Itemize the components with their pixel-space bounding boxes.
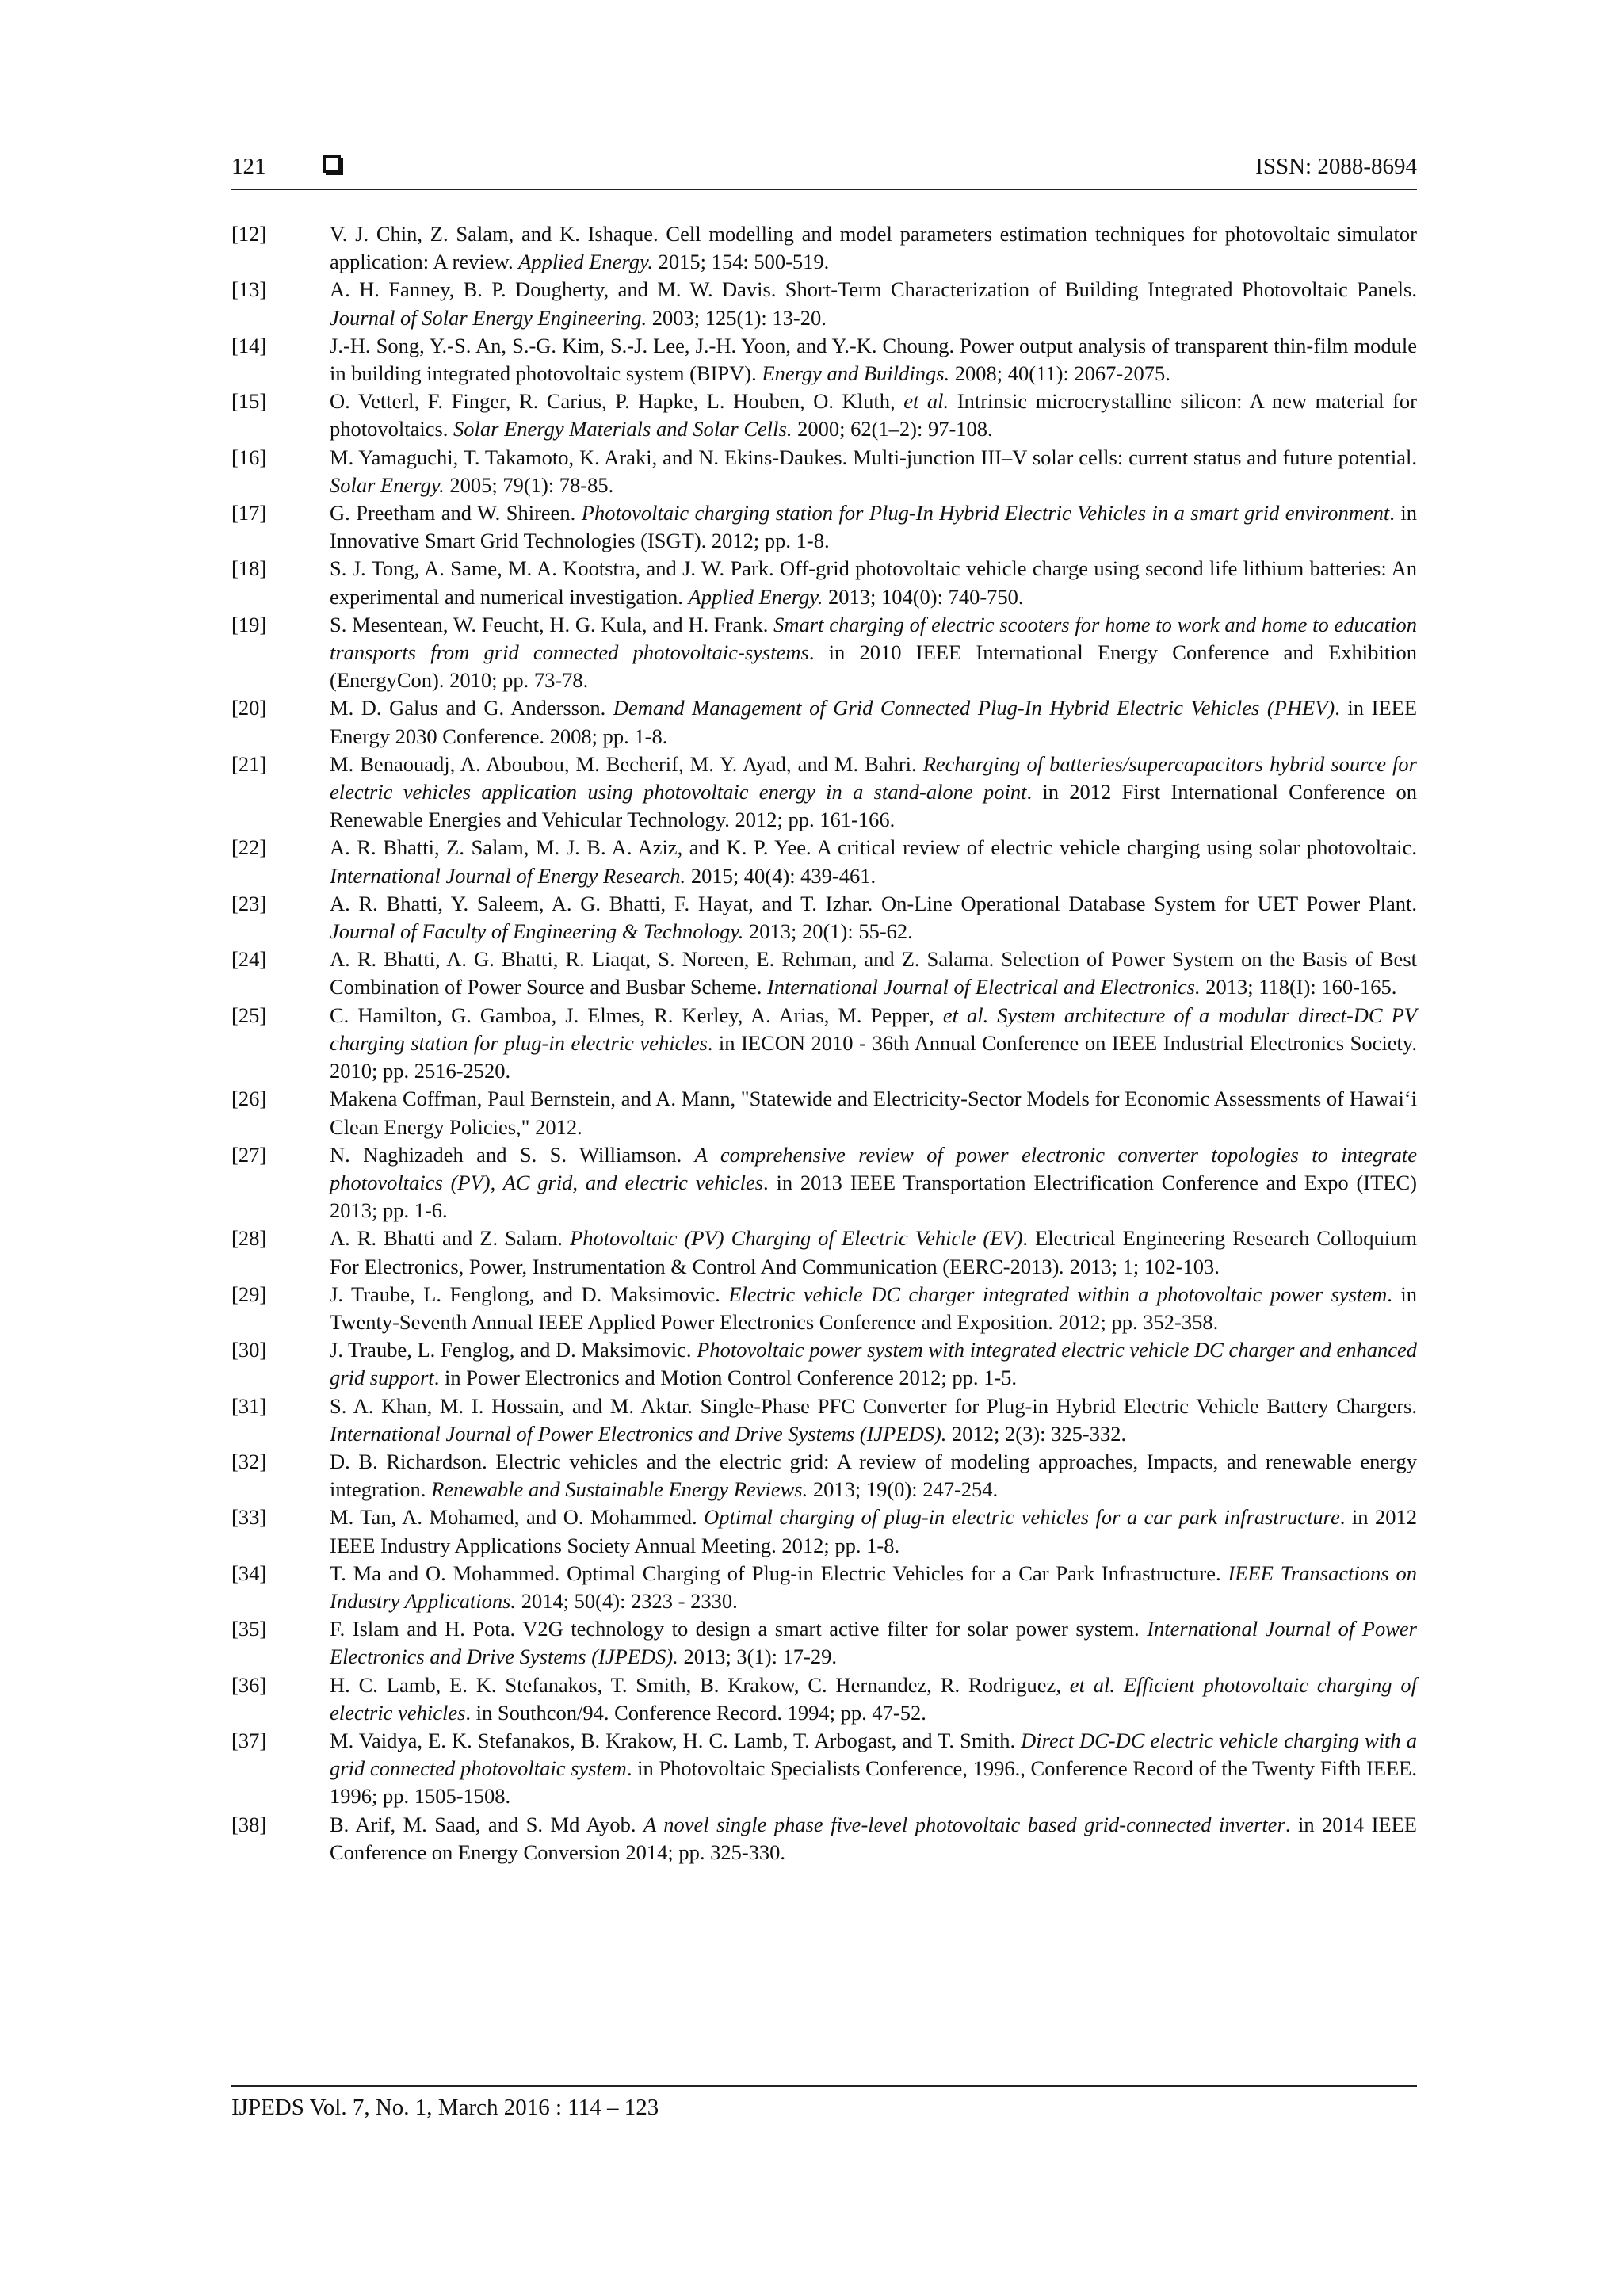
reference-text xyxy=(330,1224,1417,1280)
reference-italic-segment: . xyxy=(1059,1254,1065,1278)
reference-item xyxy=(231,444,1417,499)
reference-item xyxy=(231,890,1417,946)
reference-italic-segment: Renewable and Sustainable Energy Reviews. xyxy=(431,1477,808,1502)
reference-item xyxy=(231,499,1417,555)
reference-segment: 2012; 2(3): 325-332. xyxy=(946,1421,1127,1446)
reference-item xyxy=(231,1141,1417,1225)
reference-text xyxy=(330,1615,1417,1671)
reference-segment: J. Traube, L. Fenglong, and D. Maksimovic. xyxy=(330,1282,729,1306)
reference-segment: J. Traube, L. Fenglog, and D. Maksimovic. xyxy=(330,1338,697,1362)
reference-segment: . in 2014 IEEE Conference on Energy Conversion 2014; pp. 325-330. xyxy=(330,1812,1417,1864)
reference-italic-segment: Electric vehicle DC charger integrated within a photovoltaic power system xyxy=(728,1282,1388,1306)
reference-segment: A. R. Bhatti, A. G. Bhatti, R. Liaqat, S. Noreen, E. Rehman, and Z. Salama. Selection of Power System on the Basis of Best Combination of Power Source and Busbar Scheme. xyxy=(330,947,1417,999)
reference-segment: . in Photovoltaic Specialists Conference, 1996., Conference Record of the Twenty Fifth IEEE. 1996; pp. 1505-1508. xyxy=(330,1756,1417,1809)
reference-text xyxy=(330,332,1417,388)
reference-item xyxy=(231,694,1417,750)
reference-text xyxy=(330,1671,1417,1727)
reference-number: [17] xyxy=(231,501,267,525)
reference-text xyxy=(330,1085,1417,1140)
reference-italic-segment: Smart charging of electric scooters for home to work and home to education transports from grid connected photovoltaic-systems xyxy=(330,612,1417,665)
reference-segment: S. Mesentean, W. Feucht, H. G. Kula, and H. Frank. xyxy=(330,612,774,636)
reference-segment: . in 2010 IEEE International Energy Conference and Exhibition (EnergyCon). 2010; pp. 73-78. xyxy=(330,640,1417,693)
reference-text xyxy=(330,946,1417,1001)
reference-segment: A. R. Bhatti, Y. Saleem, A. G. Bhatti, F. Hayat, and T. Izhar. On-Line Operational Database System for UET Power Plant. xyxy=(330,891,1417,915)
reference-segment: M. Benaouadj, A. Aboubou, M. Becherif, M. Y. Ayad, and M. Bahri. xyxy=(330,751,923,776)
reference-segment: . in 2012 First International Conference on Renewable Energies and Vehicular Technology. 2012; pp. 161-166. xyxy=(330,780,1417,832)
reference-segment: Intrinsic microcrystalline silicon: A new material for photovoltaics. xyxy=(330,389,1417,441)
reference-segment: C. Hamilton, G. Gamboa, J. Elmes, R. Kerley, A. Arias, M. Pepper xyxy=(330,1003,930,1027)
page-number: 121 xyxy=(231,154,266,179)
reference-segment: . in Twenty-Seventh Annual IEEE Applied Power Electronics Conference and Exposition. 2012; pp. 352-358. xyxy=(330,1282,1417,1334)
reference-italic-segment: A comprehensive review of power electronic converter topologies to integrate photovoltaics (PV), AC grid, and electric vehicles xyxy=(330,1142,1417,1194)
reference-item xyxy=(231,946,1417,1001)
reference-italic-segment: , et al. System architecture of a modular direct-DC PV charging station for plug-in electric vehicles xyxy=(330,1003,1417,1055)
reference-text xyxy=(330,611,1417,695)
reference-segment: . in IECON 2010 - 36th Annual Conference on IEEE Industrial Electronics Society. 2010; pp. 2516-2520. xyxy=(330,1030,1417,1083)
reference-segment: . in Innovative Smart Grid Technologies (ISGT). 2012; pp. 1-8. xyxy=(330,501,1417,553)
reference-list xyxy=(231,220,1417,1866)
reference-text xyxy=(330,1503,1417,1559)
reference-italic-segment: Photovoltaic charging station for Plug-In Hybrid Electric Vehicles in a smart grid environment xyxy=(581,501,1390,525)
reference-number: [21] xyxy=(231,751,267,776)
reference-item xyxy=(231,1392,1417,1448)
reference-text xyxy=(330,220,1417,276)
reference-number: [23] xyxy=(231,891,267,915)
reference-italic-segment: International Journal of Energy Research. xyxy=(330,863,686,888)
page-footer xyxy=(231,2085,1417,2122)
reference-item xyxy=(231,1560,1417,1615)
square-bullet-icon xyxy=(323,155,341,173)
reference-segment: D. B. Richardson. Electric vehicles and the electric grid: A review of modeling approaches, Impacts, and renewable energy integration. xyxy=(330,1449,1417,1502)
reference-number: [37] xyxy=(231,1728,267,1752)
reference-item xyxy=(231,1671,1417,1727)
reference-item xyxy=(231,1503,1417,1559)
reference-italic-segment: , et al. Efficient photovoltaic charging of electric vehicles xyxy=(330,1672,1417,1725)
reference-number: [34] xyxy=(231,1561,267,1585)
reference-text xyxy=(330,1560,1417,1615)
reference-number: [30] xyxy=(231,1338,267,1362)
reference-segment: 2013; 1; 102-103. xyxy=(1064,1254,1220,1278)
reference-segment: 2015; 154: 500-519. xyxy=(652,250,830,274)
reference-item xyxy=(231,751,1417,835)
reference-number: [18] xyxy=(231,556,267,581)
reference-segment: . in Power Electronics and Motion Control Conference 2012; pp. 1-5. xyxy=(433,1366,1018,1390)
reference-number: [35] xyxy=(231,1617,267,1641)
reference-text xyxy=(330,1281,1417,1336)
reference-text xyxy=(330,1336,1417,1392)
page-header xyxy=(231,151,1417,190)
reference-number: [33] xyxy=(231,1505,267,1530)
reference-item xyxy=(231,611,1417,695)
reference-number: [25] xyxy=(231,1003,267,1027)
reference-text xyxy=(330,555,1417,610)
reference-segment: . Electrical Engineering Research Colloquium For Electronics, Power, Instrumentation & Control And Communication (EERC-2013) xyxy=(330,1226,1417,1278)
reference-segment: J.-H. Song, Y.-S. An, S.-G. Kim, S.-J. Lee, J.-H. Yoon, and Y.-K. Choung. Power output analysis of transparent thin-film module in building integrated photovoltaic system (BIPV). xyxy=(330,333,1417,386)
reference-number: [32] xyxy=(231,1449,267,1473)
reference-segment: M. D. Galus and G. Andersson. xyxy=(330,696,613,720)
reference-italic-segment: Photovoltaic (PV) Charging of Electric Vehicle (EV) xyxy=(570,1226,1023,1251)
reference-text xyxy=(330,499,1417,555)
reference-italic-segment: Energy and Buildings. xyxy=(762,361,950,386)
journal-citation: IJPEDS Vol. 7, No. 1, March 2016 : 114 – 123 xyxy=(231,2095,659,2120)
reference-italic-segment: Journal of Faculty of Engineering & Technology. xyxy=(330,919,744,944)
reference-segment: H. C. Lamb, E. K. Stefanakos, T. Smith, B. Krakow, C. Hernandez, R. Rodriguez xyxy=(330,1672,1056,1697)
reference-number: [38] xyxy=(231,1812,267,1836)
reference-item xyxy=(231,1281,1417,1336)
reference-segment: F. Islam and H. Pota. V2G technology to design a smart active filter for solar power system. xyxy=(330,1617,1148,1641)
reference-italic-segment: Optimal charging of plug-in electric vehicles for a car park infrastructure xyxy=(704,1505,1340,1530)
reference-item xyxy=(231,1615,1417,1671)
reference-segment: 2013; 104(0): 740-750. xyxy=(823,584,1024,609)
reference-text xyxy=(330,1448,1417,1503)
reference-segment: A. R. Bhatti and Z. Salam. xyxy=(330,1226,571,1251)
reference-text xyxy=(330,890,1417,946)
reference-segment: 2008; 40(11): 2067-2075. xyxy=(949,361,1170,386)
reference-item xyxy=(231,1002,1417,1086)
reference-number: [36] xyxy=(231,1672,267,1697)
reference-segment: Makena Coffman, Paul Bernstein, and A. Mann, "Statewide and Electricity-Sector Models for Economic Assessments of Hawai‘i Clean Energy Policies," 2012. xyxy=(330,1087,1417,1139)
reference-segment: O. Vetterl, F. Finger, R. Carius, P. Hapke, L. Houben, O. Kluth xyxy=(330,389,890,414)
reference-italic-segment: International Journal of Power Electronics and Drive Systems (IJPEDS). xyxy=(330,1617,1417,1669)
reference-segment: . in IEEE Energy 2030 Conference. 2008; pp. 1-8. xyxy=(330,696,1418,748)
reference-segment: A. H. Fanney, B. P. Dougherty, and M. W. Davis. Short-Term Characterization of Building Integrated Photovoltaic Panels. xyxy=(330,277,1417,302)
reference-text xyxy=(330,1392,1417,1448)
reference-text xyxy=(330,1811,1417,1866)
reference-item xyxy=(231,388,1417,443)
reference-segment: . in 2013 IEEE Transportation Electrification Conference and Expo (ITEC) 2013; pp. 1-6. xyxy=(330,1170,1417,1223)
reference-text xyxy=(330,276,1417,331)
reference-segment: B. Arif, M. Saad, and S. Md Ayob. xyxy=(330,1812,643,1836)
reference-item xyxy=(231,276,1417,331)
reference-number: [22] xyxy=(231,835,267,860)
reference-italic-segment: Applied Energy. xyxy=(688,584,823,609)
reference-segment: G. Preetham and W. Shireen. xyxy=(330,501,582,525)
reference-item xyxy=(231,1811,1417,1866)
reference-segment: 2013; 19(0): 247-254. xyxy=(808,1477,999,1502)
reference-italic-segment: International Journal of Power Electronics and Drive Systems (IJPEDS). xyxy=(330,1421,947,1446)
reference-number: [16] xyxy=(231,445,267,469)
reference-segment: 2015; 40(4): 439-461. xyxy=(685,863,876,888)
reference-number: [20] xyxy=(231,696,267,720)
reference-number: [24] xyxy=(231,947,267,972)
reference-segment: S. A. Khan, M. I. Hossain, and M. Aktar. Single-Phase PFC Converter for Plug-in Hybrid Electric Vehicle Battery Chargers. xyxy=(330,1393,1417,1418)
reference-item xyxy=(231,1224,1417,1280)
reference-number: [12] xyxy=(231,222,267,246)
reference-italic-segment: Demand Management of Grid Connected Plug-In Hybrid Electric Vehicles (PHEV) xyxy=(613,696,1335,720)
reference-text xyxy=(330,751,1417,835)
reference-segment: 2005; 79(1): 78-85. xyxy=(444,472,614,497)
reference-italic-segment: Photovoltaic power system with integrated electric vehicle DC charger and enhanced grid support xyxy=(330,1338,1417,1390)
reference-segment: . in Southcon/94. Conference Record. 1994; pp. 47-52. xyxy=(465,1700,926,1725)
reference-italic-segment: Journal of Solar Energy Engineering. xyxy=(330,305,647,330)
reference-number: [19] xyxy=(231,612,267,636)
reference-segment: 2013; 118(I): 160-165. xyxy=(1200,975,1397,999)
reference-italic-segment: International Journal of Electrical and Electronics. xyxy=(766,975,1201,999)
reference-text xyxy=(330,1002,1417,1086)
reference-italic-segment: Solar Energy Materials and Solar Cells. xyxy=(453,417,792,441)
reference-text xyxy=(330,1141,1417,1225)
reference-italic-segment: Direct DC-DC electric vehicle charging with a grid connected photovoltaic system xyxy=(330,1728,1417,1781)
reference-text xyxy=(330,444,1417,499)
reference-segment: N. Naghizadeh and S. S. Williamson. xyxy=(330,1142,695,1167)
reference-item xyxy=(231,220,1417,276)
reference-item xyxy=(231,555,1417,610)
reference-number: [13] xyxy=(231,277,267,302)
reference-number: [31] xyxy=(231,1393,267,1418)
reference-text xyxy=(330,1727,1417,1811)
reference-italic-segment: A novel single phase five-level photovoltaic based grid-connected inverter xyxy=(643,1812,1285,1836)
reference-item xyxy=(231,1336,1417,1392)
reference-item xyxy=(231,1727,1417,1811)
reference-segment: . in 2012 IEEE Industry Applications Society Annual Meeting. 2012; pp. 1-8. xyxy=(330,1505,1417,1557)
reference-segment: 2013; 3(1): 17-29. xyxy=(678,1645,838,1669)
issn-label: ISSN: 2088-8694 xyxy=(1255,154,1417,179)
reference-text xyxy=(330,834,1417,889)
reference-segment: 2003; 125(1): 13-20. xyxy=(647,305,827,330)
reference-segment: A. R. Bhatti, Z. Salam, M. J. B. A. Aziz, and K. P. Yee. A critical review of electric vehicle charging using solar photovoltaic. xyxy=(330,835,1417,860)
reference-segment: V. J. Chin, Z. Salam, and K. Ishaque. Cell modelling and model parameters estimation techniques for photovoltaic simulator application: A review. xyxy=(330,222,1417,274)
reference-number: [28] xyxy=(231,1226,267,1251)
reference-italic-segment: Solar Energy. xyxy=(330,472,445,497)
reference-segment: M. Tan, A. Mohamed, and O. Mohammed. xyxy=(330,1505,705,1530)
reference-segment: M. Yamaguchi, T. Takamoto, K. Araki, and N. Ekins-Daukes. Multi-junction III–V solar cells: current status and future potential. xyxy=(330,445,1417,469)
reference-number: [26] xyxy=(231,1087,267,1111)
reference-number: [15] xyxy=(231,389,267,414)
reference-item xyxy=(231,834,1417,889)
reference-segment: S. J. Tong, A. Same, M. A. Kootstra, and J. W. Park. Off-grid photovoltaic vehicle charge using second life lithium batteries: An experimental and numerical investigation. xyxy=(330,556,1417,609)
reference-italic-segment: Recharging of batteries/supercapacitors hybrid source for electric vehicles application using photovoltaic energy in a stand-alone point xyxy=(330,751,1417,804)
reference-item xyxy=(231,1085,1417,1140)
reference-item xyxy=(231,1448,1417,1503)
reference-segment: 2013; 20(1): 55-62. xyxy=(743,919,913,944)
reference-italic-segment: IEEE Transactions on Industry Applications. xyxy=(330,1561,1417,1613)
reference-segment: 2014; 50(4): 2323 - 2330. xyxy=(516,1588,738,1613)
reference-item xyxy=(231,332,1417,388)
reference-segment: 2000; 62(1–2): 97-108. xyxy=(792,417,993,441)
reference-segment: T. Ma and O. Mohammed. Optimal Charging of Plug-in Electric Vehicles for a Car Park Infrastructure. xyxy=(330,1561,1228,1585)
reference-text xyxy=(330,388,1417,443)
reference-number: [27] xyxy=(231,1142,267,1167)
reference-number: [14] xyxy=(231,333,267,357)
reference-italic-segment: , et al. xyxy=(889,389,949,414)
reference-segment: M. Vaidya, E. K. Stefanakos, B. Krakow, H. C. Lamb, T. Arbogast, and T. Smith. xyxy=(330,1728,1022,1752)
reference-text xyxy=(330,694,1417,750)
reference-italic-segment: Applied Energy. xyxy=(518,250,653,274)
reference-number: [29] xyxy=(231,1282,267,1306)
